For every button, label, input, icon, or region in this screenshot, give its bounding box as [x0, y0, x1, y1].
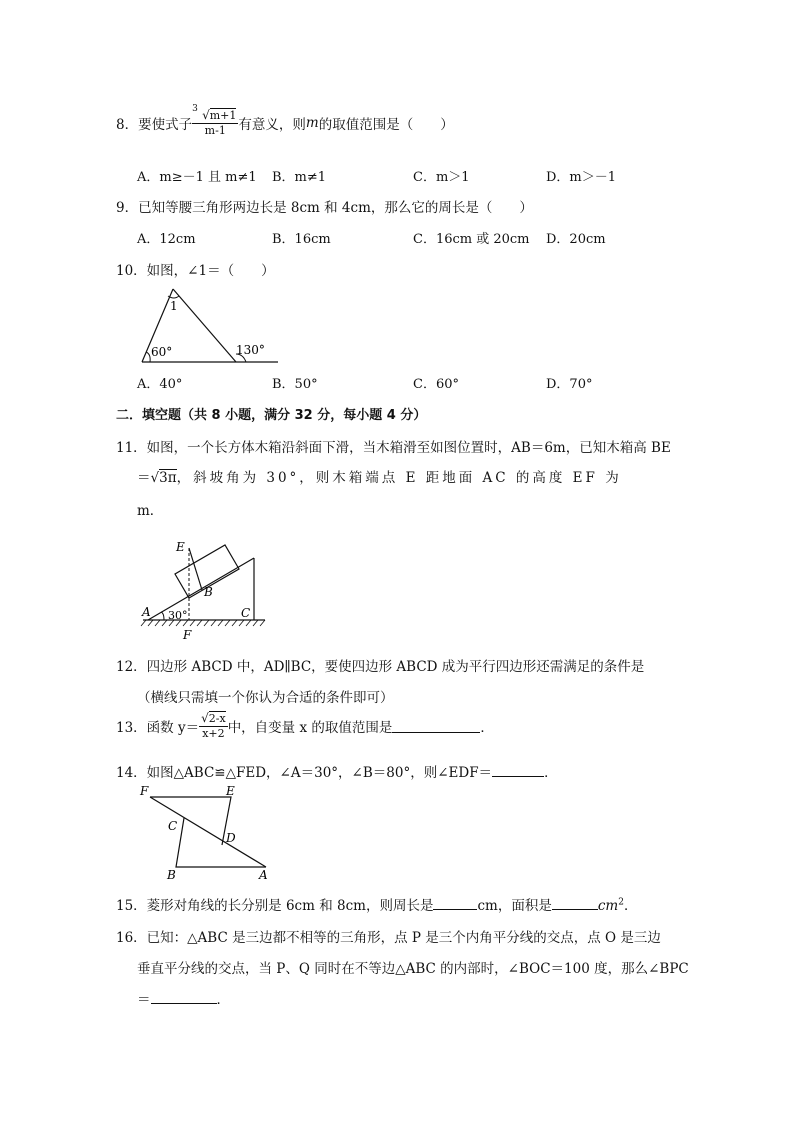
q11-label-b: B — [204, 585, 213, 599]
q10-right-side — [173, 289, 236, 362]
q11-line-1: 11．如图，一个长方体木箱沿斜面下滑，当木箱滑至如图位置时，AB＝6m，已知木箱高 BE — [116, 440, 671, 456]
q11-ground-hatch — [141, 620, 265, 626]
q14-answer-blank[interactable] — [492, 764, 544, 777]
q14-congruent-figure — [138, 782, 272, 882]
q14-label-f: F — [140, 784, 149, 798]
q13-suffix: 中，自变量 x 的取值范围是 — [227, 720, 393, 736]
q10-option-c[interactable]: C．60° — [413, 377, 459, 392]
q9-option-b[interactable]: B．16cm — [272, 232, 331, 247]
q11-line-2: ＝√3π，斜坡角为 30°，则木箱端点 E 距地面 AC 的高度 EF 为 — [137, 470, 622, 486]
q16-eq: ＝ — [137, 992, 151, 1008]
q8-cube-index: 3 — [192, 104, 198, 114]
q14-label-e: E — [226, 784, 235, 798]
q9-option-d[interactable]: D．20cm — [546, 232, 606, 247]
q11-label-c: C — [241, 606, 251, 620]
q11-slope-figure — [138, 528, 268, 644]
q16-line-3 — [137, 988, 230, 1008]
question-9: 9．已知等腰三角形两边长是 8cm 和 4cm，那么它的周长是（ ） — [116, 200, 533, 216]
q8-option-a[interactable]: A．m≥－1 且 m≠1 — [137, 170, 257, 185]
q11-eb-line — [189, 548, 202, 590]
q11-label-a: A — [142, 605, 151, 619]
q16-end: ． — [216, 992, 230, 1008]
q11-angle-label: 30° — [168, 609, 188, 622]
q13-fraction: $\frac{√2-x}{x+2}$ — [201, 711, 226, 740]
q8-numerator: m+1 — [209, 109, 237, 122]
q10-triangle-figure — [138, 284, 283, 366]
q16-answer-blank[interactable] — [151, 991, 217, 1004]
q9-option-a[interactable]: A．12cm — [137, 232, 196, 247]
q13-end: ． — [480, 720, 494, 736]
q15-end: ． — [623, 898, 638, 914]
q15-area-blank[interactable] — [552, 897, 598, 910]
q10-angle-1-label: 1 — [170, 299, 178, 313]
q14-label-a: A — [259, 868, 268, 882]
q12-line-2: （横线只需填一个你认为合适的条件即可） — [137, 690, 394, 706]
question-15 — [116, 894, 637, 914]
q8-option-d[interactable]: D．m＞－1 — [546, 170, 617, 185]
question-8 — [116, 104, 454, 148]
q10-130-label: 130° — [236, 343, 265, 357]
q10-option-a[interactable]: A．40° — [137, 377, 183, 392]
q14-text: 14．如图△ABC≌△FED，∠A＝30°，∠B＝80°，则∠EDF＝ — [116, 765, 493, 781]
q8-denominator: m-1 — [204, 124, 226, 137]
q9-option-c[interactable]: C．16cm 或 20cm — [413, 232, 530, 247]
q10-60-label: 60° — [151, 345, 173, 359]
q11-line-3: m． — [137, 503, 164, 519]
q11-label-f: F — [183, 628, 192, 642]
q15-mid: cm，面积是 — [477, 898, 552, 914]
q16-line-2: 垂直平分线的交点，当 P、Q 同时在不等边△ABC 的内部时，∠BOC＝100 度，那么∠BPC — [137, 961, 689, 977]
q14-label-c: C — [168, 819, 178, 833]
q14-label-d: D — [226, 831, 236, 845]
q8-suffix2: 的取值范围是（ ） — [318, 117, 454, 133]
question-14 — [116, 761, 558, 781]
question-10: 10．如图，∠1＝（ ） — [116, 263, 275, 279]
q10-option-d[interactable]: D．70° — [546, 377, 593, 392]
q11-label-e: E — [176, 540, 185, 554]
q13-answer-blank[interactable] — [392, 720, 480, 733]
q15-unit: cm — [597, 898, 619, 914]
q15-perimeter-blank[interactable] — [433, 897, 477, 910]
q15-sup: 2 — [618, 897, 624, 908]
q16-line-1: 16．已知：△ABC 是三边都不相等的三角形，点 P 是三个内角平分线的交点，点 O 是三边 — [116, 930, 661, 946]
q13-denominator: x+2 — [202, 727, 225, 740]
q10-option-b[interactable]: B．50° — [272, 377, 318, 392]
q11-angle-arc — [161, 612, 164, 620]
q13-numerator: 2-x — [208, 712, 226, 725]
q14-bottom-segments — [176, 818, 266, 867]
question-13 — [116, 711, 494, 751]
q12-line-1: 12．四边形 ABCD 中，AD∥BC，要使四边形 ABCD 成为平行四边形还需满足的条件是 — [116, 659, 645, 675]
q8-fraction: 3 √m+1 m-1 — [192, 104, 237, 137]
q15-pre: 15．菱形对角线的长分别是 6cm 和 8cm，则周长是 — [116, 898, 434, 914]
q11-sqrt-value: 3π — [159, 470, 177, 486]
q8-var: m — [305, 115, 319, 131]
q8-option-c[interactable]: C．m＞1 — [413, 170, 470, 185]
section-2-heading: 二．填空题（共 8 小题，满分 32 分，每小题 4 分） — [116, 408, 427, 423]
q10-left-arc — [146, 352, 150, 362]
q8-prefix: 8．要使式子 — [116, 117, 193, 133]
q14-end: ． — [544, 765, 558, 781]
q11-line-2-rest: ，斜坡角为 30°，则木箱端点 E 距地面 AC 的高度 EF 为 — [176, 470, 622, 486]
q11-eq: ＝ — [137, 470, 151, 486]
q13-prefix: 13．函数 y＝ — [116, 720, 200, 736]
q14-label-b: B — [167, 868, 176, 882]
q8-option-b[interactable]: B．m≠1 — [272, 170, 327, 185]
q8-suffix: 有意义，则 — [238, 117, 306, 133]
